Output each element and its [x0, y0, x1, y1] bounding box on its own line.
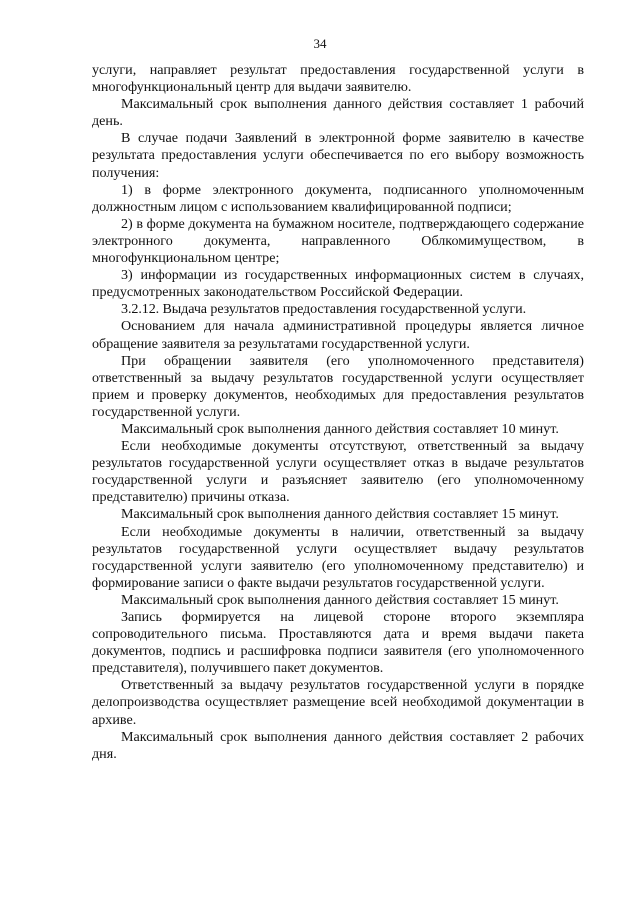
paragraph-option-3: 3) информации из государственных информационных систем в случаях, предусмотренных законодательством Российской Федерации. — [92, 267, 584, 301]
paragraph-issuance: Если необходимые документы в наличии, ответственный за выдачу результатов государственной услуги осуществляет выдачу результатов государственной услуги заявителю (его уполномоченному представителю) и формирование записи о факте выдачи результатов государственной услуги. — [92, 523, 584, 591]
paragraph-archive: Ответственный за выдачу результатов государственной услуги в порядке делопроизводства осуществляет размещение всей необходимой документации в архиве. — [92, 677, 584, 728]
paragraph-basis: Основанием для начала административной процедуры является личное обращение заявителя за результатами государственной услуги. — [92, 318, 584, 352]
paragraph-reception-check: При обращении заявителя (его уполномоченного представителя) ответственный за выдачу результатов государственной услуги осуществляет прием и проверку документов, необходимых для предоставления результатов государственной услуги. — [92, 352, 584, 420]
section-heading-3-2-12: 3.2.12. Выдача результатов предоставления государственной услуги. — [121, 301, 527, 318]
paragraph-deadline-10-min: Максимальный срок выполнения данного действия составляет 10 минут. — [121, 420, 559, 437]
paragraph-option-1: 1) в форме электронного документа, подписанного уполномоченным должностным лицом с использованием квалифицированной подписи; — [92, 181, 584, 215]
paragraph-deadline-2-days: Максимальный срок выполнения данного действия составляет 2 рабочих дня. — [92, 728, 584, 762]
paragraph-record: Запись формируется на лицевой стороне второго экземпляра сопроводительного письма. Проставляются дата и время выдачи пакета документов, подпись и расшифровка подписи заявителя (его уполномоченного представителя), получившего пакет документов. — [92, 609, 584, 677]
paragraph-deadline-1-day: Максимальный срок выполнения данного действия составляет 1 рабочий день. — [92, 96, 584, 130]
paragraph-continuation: услуги, направляет результат предоставления государственной услуги в многофункциональный центр для выдачи заявителю. — [92, 62, 584, 96]
document-body — [92, 62, 584, 763]
paragraph-electronic-submission: В случае подачи Заявлений в электронной форме заявителю в качестве результата предоставления услуги обеспечивается по его выбору возможность получения: — [92, 130, 584, 181]
paragraph-refusal: Если необходимые документы отсутствуют, ответственный за выдачу результатов государственной услуги осуществляет отказ в выдаче результатов государственной услуги и разъясняет заявителю (его уполномоченному представителю) причины отказа. — [92, 438, 584, 506]
page-number: 34 — [313, 36, 327, 51]
paragraph-deadline-15-min-a: Максимальный срок выполнения данного действия составляет 15 минут. — [121, 506, 559, 523]
paragraph-option-2: 2) в форме документа на бумажном носителе, подтверждающего содержание электронного документа, направленного Облкомимуществом, в многофункциональном центре; — [92, 215, 584, 267]
paragraph-deadline-15-min-b: Максимальный срок выполнения данного действия составляет 15 минут. — [121, 591, 559, 608]
